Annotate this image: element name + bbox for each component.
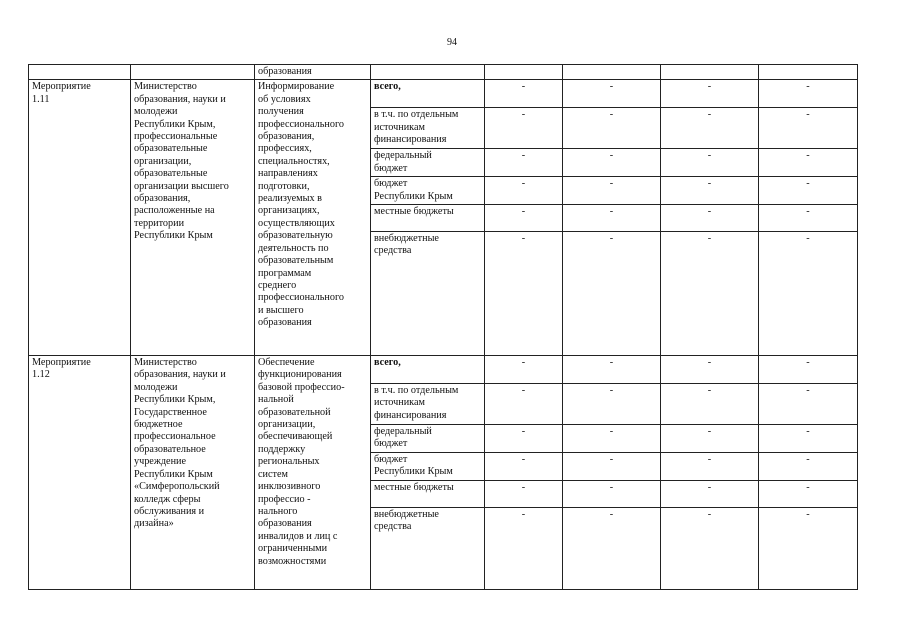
- continuation-source-cell: [371, 65, 485, 80]
- funding-value: -: [661, 232, 759, 356]
- funding-source-label: внебюджетные средства: [371, 507, 485, 589]
- funding-value: -: [661, 507, 759, 589]
- funding-value: -: [485, 80, 563, 108]
- funding-value: -: [759, 452, 858, 480]
- funding-value: -: [661, 108, 759, 149]
- funding-value: -: [563, 425, 661, 453]
- funding-value: -: [563, 480, 661, 507]
- funding-value: -: [759, 149, 858, 177]
- measure-description: Информирование об условиях получения профессионального образования, профессиях, специальностях, направлениях подготовки, реализуемых в организациях, осуществляющих образовательную деятельность по образовательным программам среднего профессионального и высшего образования: [255, 80, 371, 356]
- funding-source-label: федеральный бюджет: [371, 425, 485, 453]
- funding-value: -: [759, 232, 858, 356]
- continuation-value-cell: [661, 65, 759, 80]
- funding-value: -: [759, 356, 858, 384]
- continuation-value-cell: [563, 65, 661, 80]
- funding-value: -: [563, 384, 661, 425]
- funding-value: -: [661, 356, 759, 384]
- continuation-row: [29, 65, 858, 80]
- funding-value: -: [485, 149, 563, 177]
- funding-value: -: [759, 384, 858, 425]
- funding-source-label: всего,: [371, 80, 485, 108]
- continuation-measure-cell: [29, 65, 131, 80]
- funding-value: -: [759, 480, 858, 507]
- funding-value: -: [485, 507, 563, 589]
- measure-description: Обеспечение функционирования базовой профессио- нальной образовательной организации, обеспечивающей поддержку региональных систем инклюзивного профессио - нального образования инвалидов и лиц с ограниченными возможностями: [255, 356, 371, 590]
- funding-value: -: [563, 108, 661, 149]
- funding-value: -: [563, 149, 661, 177]
- funding-value: -: [563, 232, 661, 356]
- funding-value: -: [661, 149, 759, 177]
- measure-name: Мероприятие 1.11: [29, 80, 131, 356]
- funding-source-label: местные бюджеты: [371, 480, 485, 507]
- funding-value: -: [759, 108, 858, 149]
- funding-value: -: [563, 177, 661, 205]
- funding-value: -: [759, 425, 858, 453]
- funding-value: -: [661, 205, 759, 232]
- funding-value: -: [661, 177, 759, 205]
- funding-source-label: всего,: [371, 356, 485, 384]
- funding-source-label: местные бюджеты: [371, 205, 485, 232]
- funding-value: -: [485, 205, 563, 232]
- funding-value: -: [563, 452, 661, 480]
- funding-value: -: [485, 108, 563, 149]
- funding-value: -: [759, 507, 858, 589]
- funding-value: -: [661, 80, 759, 108]
- page-number: 94: [447, 37, 457, 48]
- funding-value: -: [661, 384, 759, 425]
- funding-value: -: [485, 232, 563, 356]
- continuation-description-cell: образования: [255, 65, 371, 80]
- funding-value: -: [485, 452, 563, 480]
- measure-name: Мероприятие 1.12: [29, 356, 131, 590]
- funding-row: [29, 356, 858, 384]
- funding-value: -: [485, 384, 563, 425]
- funding-source-label: федеральный бюджет: [371, 149, 485, 177]
- funding-source-label: в т.ч. по отдельным источникам финансирования: [371, 384, 485, 425]
- funding-value: -: [485, 177, 563, 205]
- funding-value: -: [661, 452, 759, 480]
- funding-value: -: [485, 425, 563, 453]
- funding-value: -: [759, 177, 858, 205]
- funding-source-label: бюджет Республики Крым: [371, 452, 485, 480]
- continuation-executor-cell: [131, 65, 255, 80]
- funding-value: -: [563, 205, 661, 232]
- budget-table: [28, 64, 858, 590]
- funding-source-label: внебюджетные средства: [371, 232, 485, 356]
- funding-value: -: [759, 205, 858, 232]
- funding-value: -: [759, 80, 858, 108]
- funding-source-label: бюджет Республики Крым: [371, 177, 485, 205]
- funding-value: -: [661, 425, 759, 453]
- continuation-value-cell: [485, 65, 563, 80]
- funding-value: -: [563, 356, 661, 384]
- measure-executor: Министерство образования, науки и молодежи Республики Крым, профессиональные образовательные организации, образовательные организации высшего образования, расположенные на территории Республики Крым: [131, 80, 255, 356]
- funding-value: -: [563, 80, 661, 108]
- funding-row: [29, 80, 858, 108]
- funding-value: -: [485, 356, 563, 384]
- funding-source-label: в т.ч. по отдельным источникам финансирования: [371, 108, 485, 149]
- continuation-value-cell: [759, 65, 858, 80]
- funding-value: -: [661, 480, 759, 507]
- funding-value: -: [563, 507, 661, 589]
- funding-value: -: [485, 480, 563, 507]
- measure-executor: Министерство образования, науки и молодежи Республики Крым, Государственное бюджетное профессиональное образовательное учреждение Республики Крым «Симферопольский колледж сферы обслуживания и дизайна»: [131, 356, 255, 590]
